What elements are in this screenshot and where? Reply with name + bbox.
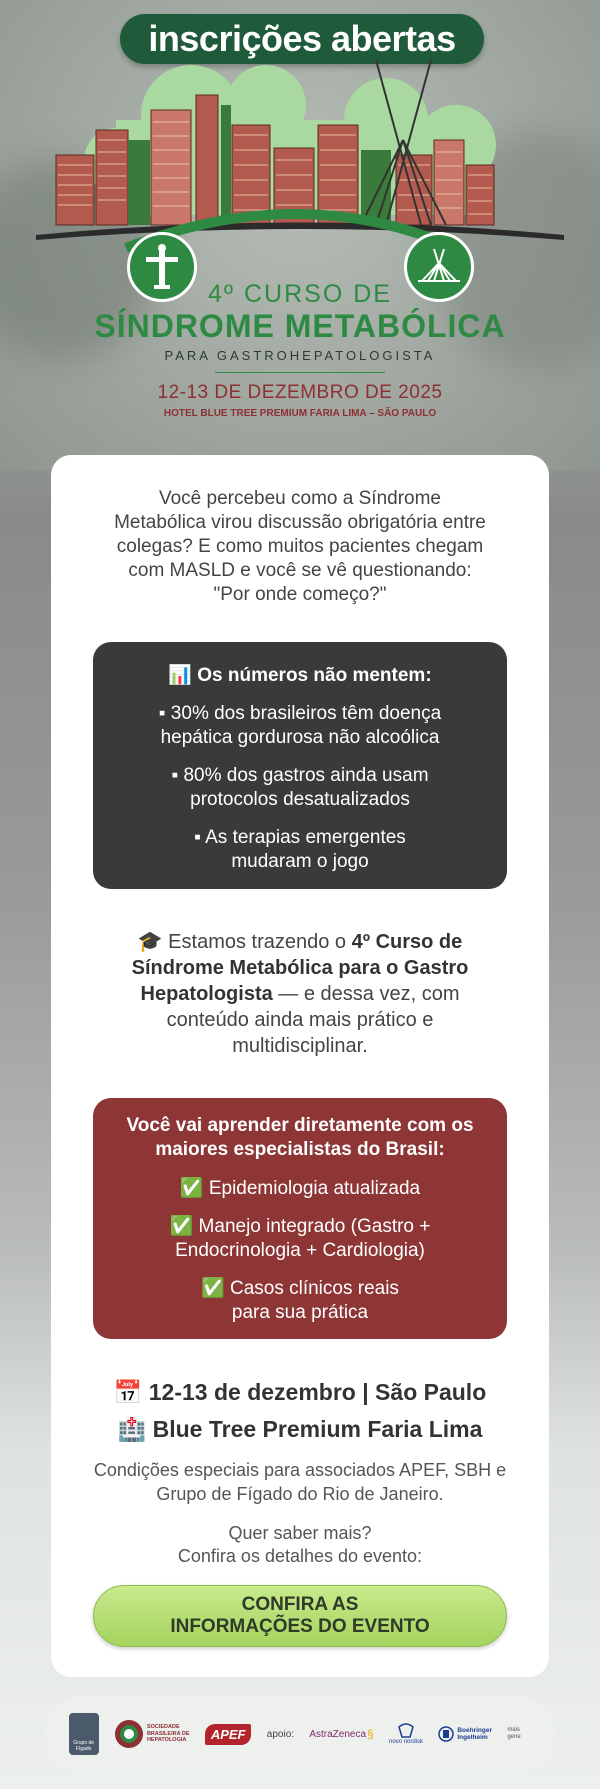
statistics-title: 📊 Os números não mentem:	[168, 665, 432, 686]
city-skyline-illustration	[36, 60, 564, 275]
mais-gene-logo	[507, 1727, 531, 1741]
learning-item: ✅ Casos clínicos reais para sua prática	[201, 1278, 399, 1323]
sbh-line: HEPATOLOGIA	[146, 1737, 187, 1744]
event-info-button[interactable]	[93, 1585, 507, 1647]
course-audience: PARA GASTROHEPATOLOGISTA	[164, 348, 436, 363]
announcement-prefix: 🎓 Estamos trazendo o	[137, 931, 352, 953]
button-label-line1: CONFIRA AS	[241, 1594, 359, 1615]
course-announcement	[101, 929, 499, 1059]
astrazeneca-logo	[309, 1727, 373, 1741]
novo-nordisk-text: novo nordisk	[389, 1739, 424, 1745]
learning-title: Você vai aprender diretamente com os maiores especialistas do Brasil:	[126, 1115, 474, 1160]
mais-gene-text: mais gene	[507, 1727, 521, 1740]
hero-banner	[0, 0, 600, 470]
event-date-line: 📅 12-13 de dezembro | São Paulo	[113, 1379, 487, 1405]
novo-nordisk-logo	[389, 1723, 423, 1745]
announcement-suffix: — e dessa vez, com conteúdo ainda mais prático e multidisciplinar.	[166, 983, 460, 1057]
boehringer-line: Ingelheim	[457, 1734, 488, 1741]
sponsors-bar	[45, 1696, 555, 1772]
learning-item: ✅ Epidemiologia atualizada	[179, 1178, 421, 1199]
astrazeneca-swirl-icon: §	[367, 1727, 374, 1741]
more-info-question: Quer saber mais?	[228, 1523, 372, 1543]
learning-box	[93, 1098, 507, 1339]
special-conditions: Condições especiais para associados APEF, SBH e Grupo de Fígado do Rio de Janeiro.	[93, 1460, 507, 1504]
course-edition: 4º CURSO DE	[208, 280, 392, 308]
statistic-item: ▪ As terapias emergentes mudaram o jogo	[194, 827, 406, 872]
boehringer-line: Boehringer	[457, 1726, 493, 1734]
content-card	[51, 455, 549, 1677]
sbh-line: SOCIEDADE	[146, 1724, 180, 1731]
announcement-course-name: 4º Curso de Síndrome Metabólica para o Gastro Hepatologista	[131, 931, 469, 1005]
astrazeneca-text: AstraZeneca	[309, 1728, 367, 1740]
sbh-logo	[114, 1719, 190, 1749]
registrations-open-banner: inscrições abertas	[120, 14, 484, 64]
grupo-figado-text: Grupo de Fígado	[73, 1740, 95, 1752]
statistic-item: ▪ 30% dos brasileiros têm doença hepática gordurosa não alcoólica	[158, 703, 442, 748]
apis-bull-icon	[397, 1723, 415, 1739]
boehringer-emblem-icon	[438, 1726, 454, 1742]
apef-text: APEF	[205, 1724, 252, 1745]
intro-text: Você percebeu como a Síndrome Metabólica virou discussão obrigatória entre colegas? E como muitos pacientes chegam com MASLD e você se vê questionando: "Por onde começo?"	[114, 488, 486, 605]
more-info-text	[81, 1522, 519, 1568]
sbh-line: BRASILEIRA DE	[146, 1730, 190, 1737]
course-title: SÍNDROME METABÓLICA	[94, 308, 506, 344]
statistics-box	[93, 642, 507, 889]
event-dates: 12-13 DE DEZEMBRO DE 2025	[157, 382, 443, 403]
button-label-line2: INFORMAÇÕES DO EVENTO	[170, 1616, 430, 1637]
support-label: apoio:	[266, 1728, 295, 1740]
more-info-prompt: Confira os detalhes do evento:	[177, 1546, 423, 1566]
event-venue-line: 🏥 Blue Tree Premium Faria Lima	[117, 1416, 483, 1442]
learning-item: ✅ Manejo integrado (Gastro + Endocrinologia + Cardiologia)	[169, 1216, 431, 1261]
statistic-item: ▪ 80% dos gastros ainda usam protocolos desatualizados	[171, 765, 429, 810]
event-venue: HOTEL BLUE TREE PREMIUM FARIA LIMA – SÃO PAULO	[163, 408, 437, 419]
divider	[215, 372, 385, 373]
sbh-emblem-icon	[114, 1719, 144, 1749]
boehringer-logo	[438, 1726, 492, 1742]
grupo-figado-logo	[69, 1713, 99, 1755]
apef-logo	[205, 1724, 252, 1745]
